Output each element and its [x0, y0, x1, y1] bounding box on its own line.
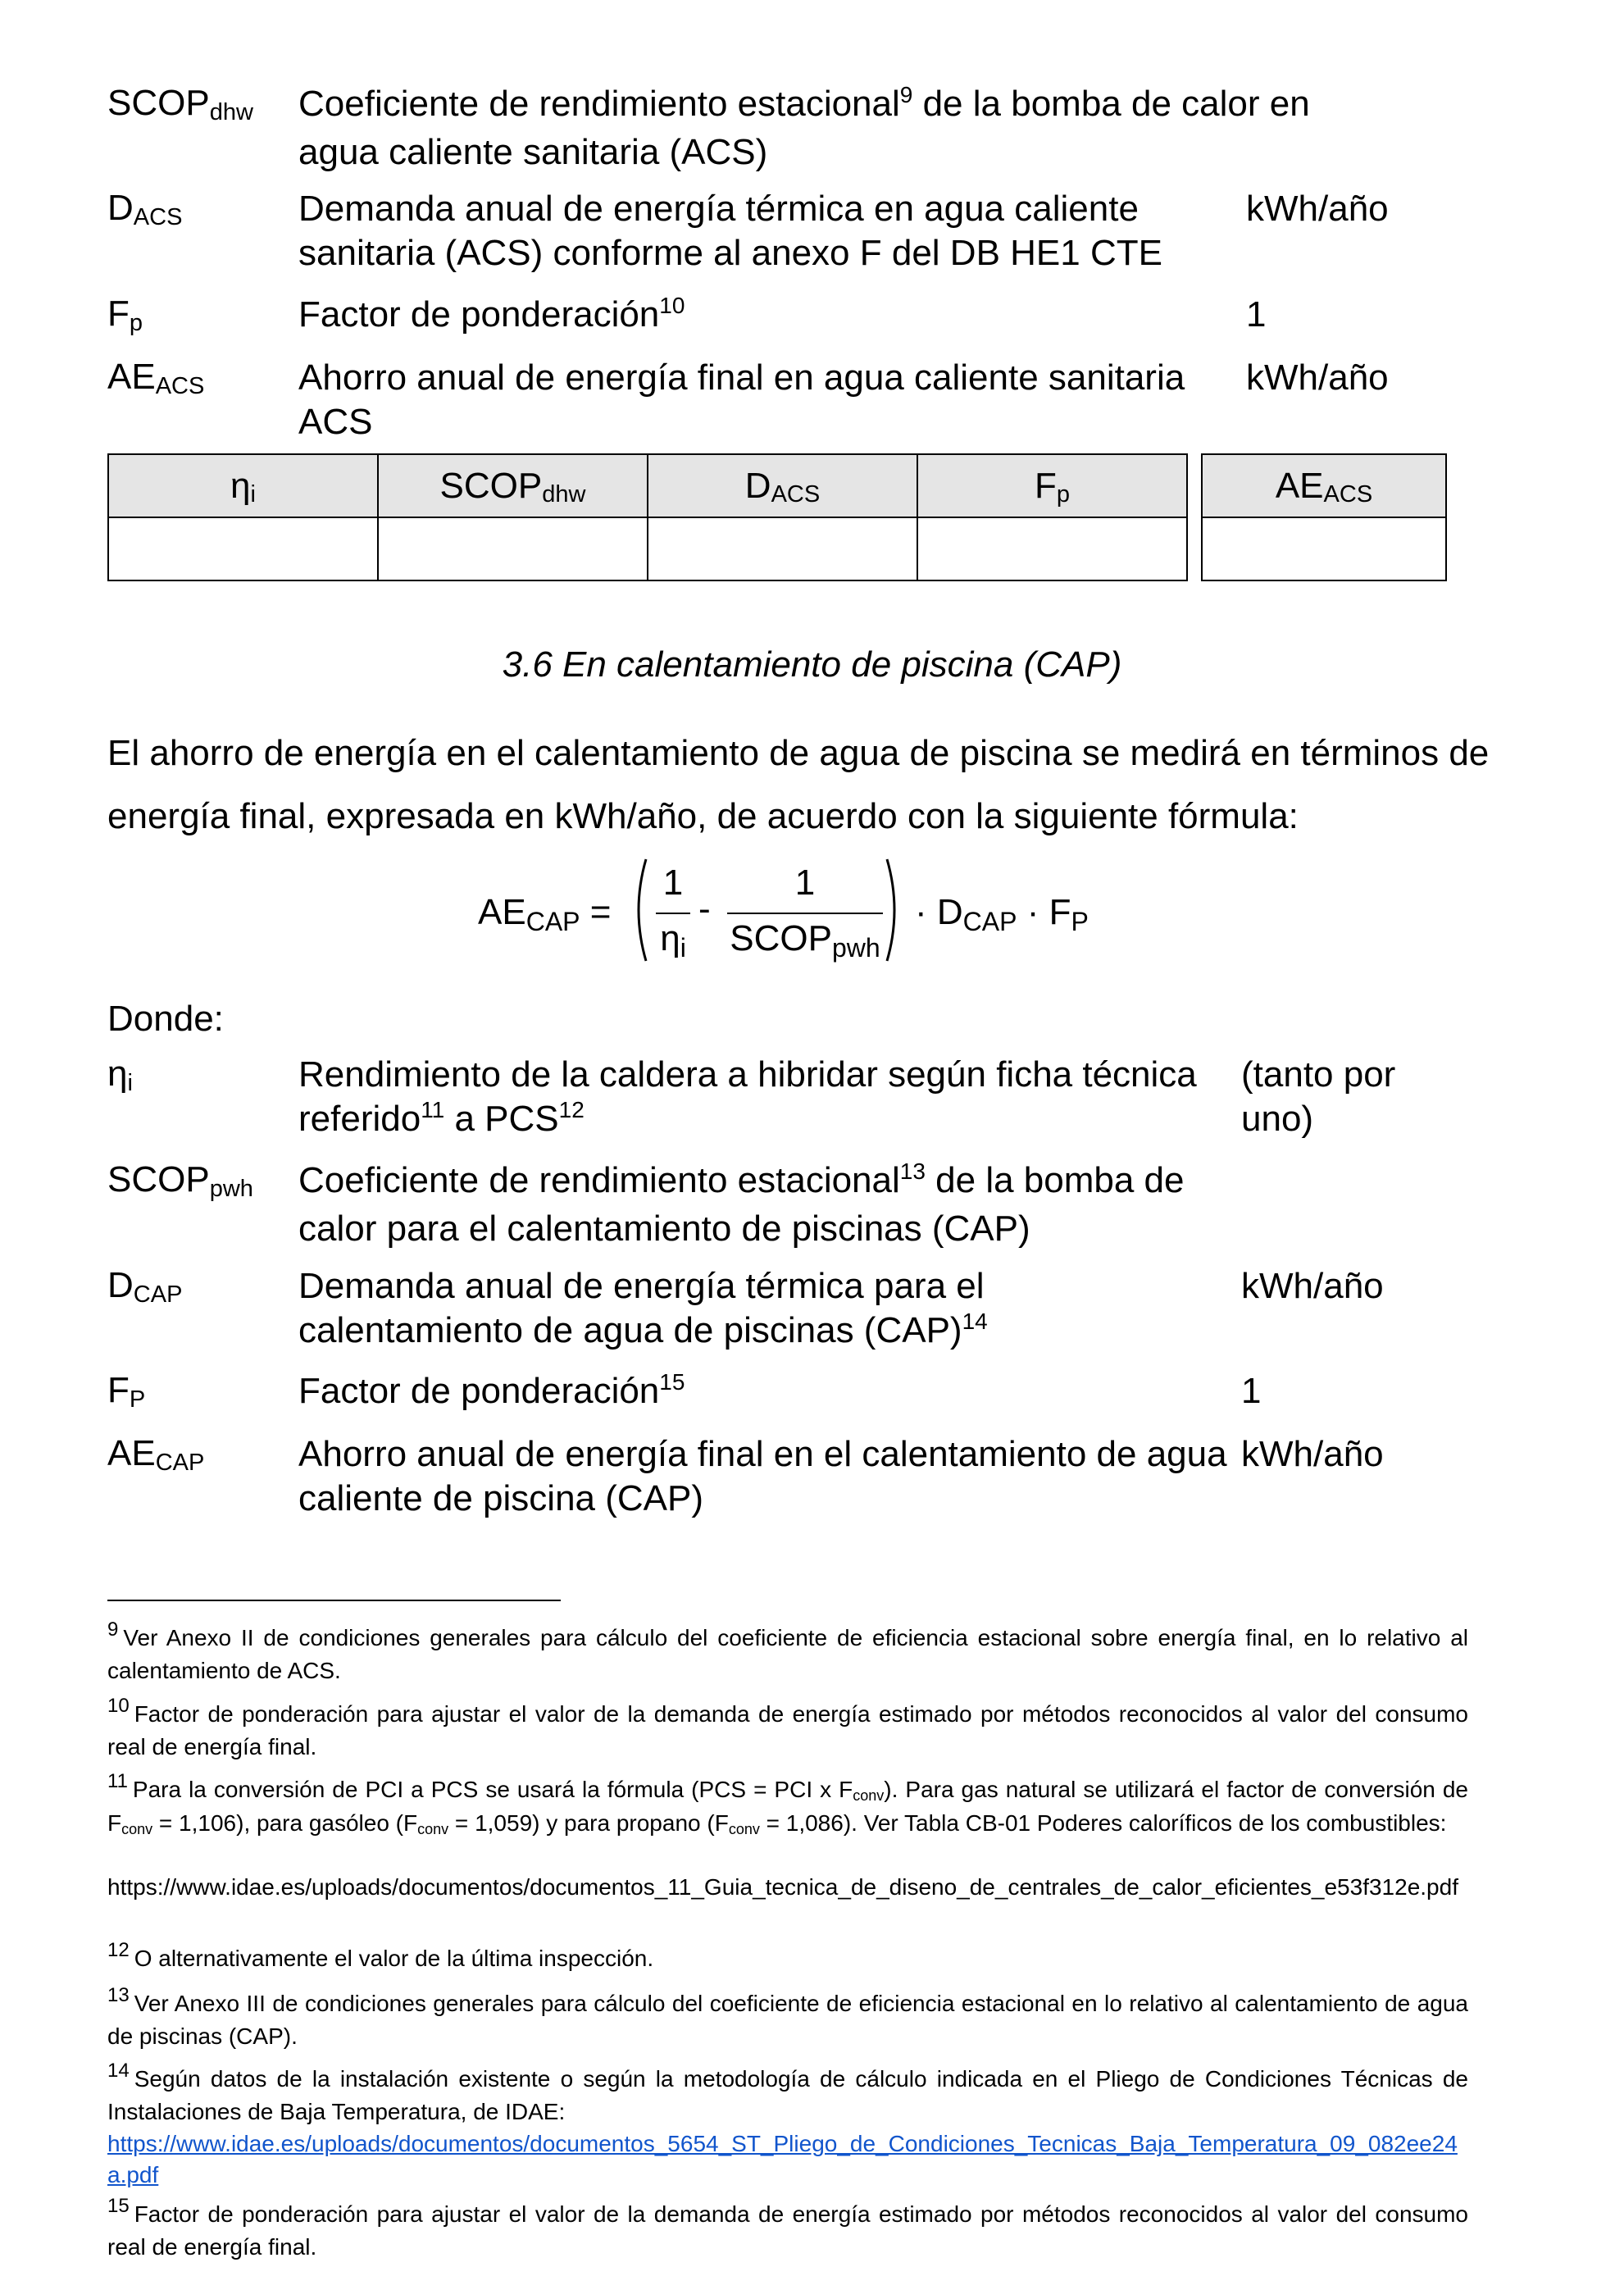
desc-part: de la bomba de calor en agua caliente sanitaria (ACS) — [298, 84, 1310, 172]
table-header-cell — [648, 454, 917, 517]
footnote-number: 15 — [107, 2195, 130, 2217]
table-row — [1202, 517, 1446, 580]
footnote-14 — [107, 2060, 1468, 2128]
footnote-text: Ver Anexo II de condiciones generales para cálculo del coeficiente de eficiencia estacional sobre energía final, en lo relativo al calentamiento de ACS. — [107, 1625, 1468, 1683]
result-table — [1201, 453, 1447, 581]
footnote-number: 9 — [107, 1618, 119, 1641]
fraction2-denominator — [727, 918, 883, 963]
table-row — [108, 517, 1187, 580]
left-paren-icon — [630, 858, 649, 963]
footnote-11 — [107, 1770, 1469, 1841]
footnote-ref: 13 — [899, 1158, 926, 1184]
table-cell — [378, 517, 648, 580]
unit: kWh/año — [1241, 1266, 1384, 1306]
symbol-sub: ACS — [1323, 480, 1373, 508]
footnote-sub: conv — [853, 1787, 885, 1804]
symbol-main: AE — [107, 1433, 156, 1473]
footnote-text: Ver Anexo III de condiciones generales para cálculo del coeficiente de eficiencia estacional en lo relativo al calentamiento de agua de piscinas (CAP). — [107, 1991, 1468, 2049]
definition-text: Ahorro anual de energía final en el calentamiento de agua caliente de piscina (CAP) — [298, 1434, 1227, 1518]
symbol — [107, 1264, 182, 1311]
table-cell — [648, 517, 917, 580]
desc-part: Factor de ponderación — [298, 1371, 660, 1411]
formula-lhs-sub: CAP — [525, 907, 580, 936]
symbol-sub: dhw — [542, 480, 586, 508]
symbol-main: D — [107, 1265, 134, 1305]
symbol — [107, 1053, 133, 1099]
symbol-sub: p — [129, 310, 143, 336]
section-heading: 3.6 En calentamiento de piscina (CAP) — [502, 644, 1122, 685]
footnote-9 — [107, 1618, 1468, 1687]
symbol — [107, 356, 204, 403]
symbol-sub: ACS — [155, 373, 205, 399]
symbol — [107, 1432, 204, 1479]
formula-d: D — [936, 892, 963, 932]
symbol-main: F — [107, 294, 130, 334]
right-paren-icon — [884, 858, 903, 963]
formula-dot: · — [1026, 892, 1039, 932]
symbol-main: SCOP — [439, 465, 543, 506]
table-header-cell — [108, 454, 378, 517]
symbol-main: AE — [1275, 465, 1324, 506]
unit: (tanto por uno) — [1241, 1054, 1396, 1139]
unit: kWh/año — [1246, 357, 1389, 398]
formula-minus: - — [698, 889, 711, 929]
fraction1-bar — [656, 913, 690, 914]
den-main: η — [660, 918, 680, 958]
desc-part: Rendimiento de la caldera a hibridar según ficha técnica referido — [298, 1054, 1197, 1139]
fraction1-numerator: 1 — [662, 863, 684, 903]
table-header-row — [108, 454, 1187, 517]
formula-d-sub: CAP — [962, 907, 1017, 936]
unit: 1 — [1241, 1371, 1262, 1411]
footnote-text: = 1,086). Ver Tabla CB-01 Poderes caloríficos de los combustibles: — [759, 1810, 1447, 1836]
variables-table — [107, 453, 1188, 581]
definition-text — [298, 82, 1381, 175]
symbol — [107, 187, 182, 234]
symbol-sub: P — [129, 1386, 146, 1413]
footnote-number: 12 — [107, 1939, 130, 1961]
definition-text — [298, 1053, 1249, 1145]
desc-part: de la bomba de calor para el calentamiento de piscinas (CAP) — [298, 1160, 1185, 1249]
desc-part: Factor de ponderación — [298, 294, 660, 335]
formula-f-sub: P — [1071, 907, 1089, 936]
unit: kWh/año — [1246, 189, 1389, 229]
symbol-main: η — [230, 465, 251, 506]
footnote-ref: 10 — [659, 293, 685, 318]
footnote-text: Para la conversión de PCI a PCS se usará la fórmula (PCS = PCI x F — [132, 1777, 853, 1802]
symbol-main: F — [1034, 465, 1057, 506]
symbol-sub: CAP — [155, 1450, 205, 1476]
formula-equals: = — [589, 892, 612, 932]
symbol — [107, 293, 143, 339]
table-header-row — [1202, 454, 1446, 517]
formula-lhs — [478, 892, 612, 936]
desc-part: Coeficiente de rendimiento estacional — [298, 84, 900, 124]
definition-text: Ahorro anual de energía final en agua caliente sanitaria ACS — [298, 357, 1185, 442]
symbol-main: F — [107, 1370, 130, 1410]
footnote-number: 11 — [107, 1770, 128, 1792]
footnote-ref: 9 — [899, 82, 913, 107]
footnote-text: = 1,106), para gasóleo (F — [152, 1810, 418, 1836]
symbol-sub: ACS — [133, 204, 183, 230]
desc-part: Coeficiente de rendimiento estacional — [298, 1160, 900, 1200]
fraction1-denominator — [656, 918, 690, 963]
footnote-12 — [107, 1939, 1468, 1976]
symbol — [107, 1369, 145, 1416]
footnote-13 — [107, 1984, 1468, 2052]
definition-text — [298, 293, 1348, 341]
table-cell — [1202, 517, 1446, 580]
definition-text — [298, 1264, 1085, 1357]
table-header-cell — [917, 454, 1187, 517]
symbol-sub: ACS — [771, 480, 821, 508]
definition-text: Demanda anual de energía térmica en agua caliente sanitaria (ACS) conforme al anexo F del DB HE1 CTE — [298, 189, 1162, 273]
footnote-text: Factor de ponderación para ajustar el valor de la demanda de energía estimado por métodos reconocidos al valor del consumo real de energía final. — [107, 2201, 1468, 2260]
symbol-main: D — [744, 465, 771, 506]
desc-part: a PCS — [444, 1099, 559, 1139]
symbol-sub: i — [127, 1070, 133, 1096]
footnote-10 — [107, 1695, 1468, 1763]
symbol-sub: dhw — [209, 99, 253, 125]
donde-label: Donde: — [107, 999, 224, 1039]
symbol-sub: CAP — [133, 1281, 183, 1308]
footnote-number: 14 — [107, 2060, 130, 2082]
fraction2-numerator: 1 — [794, 863, 816, 903]
table-header-cell — [1202, 454, 1446, 517]
footnote-11-url: https://www.idae.es/uploads/documentos/documentos_11_Guia_tecnica_de_diseno_de_centrales_de_calor_eficientes_e53f312e.pdf — [107, 1874, 1458, 1900]
fraction2-bar — [727, 913, 883, 914]
footnote-text: Según datos de la instalación existente o según la metodología de cálculo indicada en el Pliego de Condiciones Técnicas de Instalaciones de Baja Temperatura, de IDAE: — [107, 2066, 1468, 2124]
symbol — [107, 1158, 253, 1205]
footnote-14-link[interactable]: https://www.idae.es/uploads/documentos/documentos_5654_ST_Pliego_de_Condiciones_Tecnicas_Baja_Temperatura_09_082ee24a.pdf — [107, 2131, 1458, 2187]
table-cell — [108, 517, 378, 580]
footnote-text: O alternativamente el valor de la última inspección. — [134, 1946, 654, 1971]
footnote-ref: 11 — [421, 1097, 445, 1122]
symbol-main: SCOP — [107, 1159, 210, 1199]
footnote-text: Factor de ponderación para ajustar el valor de la demanda de energía estimado por métodos reconocidos al valor del consumo real de energía final. — [107, 1701, 1468, 1759]
den-main: SCOP — [730, 918, 832, 958]
footnote-sub: conv — [417, 1821, 449, 1837]
desc-part: Demanda anual de energía térmica para el calentamiento de agua de piscinas (CAP) — [298, 1266, 985, 1350]
footnote-separator — [107, 1600, 561, 1601]
footnote-number: 13 — [107, 1984, 130, 2006]
symbol-sub: pwh — [209, 1176, 253, 1202]
den-sub: pwh — [832, 933, 880, 963]
formula-lhs-main: AE — [478, 892, 526, 932]
table-cell — [917, 517, 1187, 580]
footnote-number: 10 — [107, 1695, 130, 1717]
symbol — [107, 82, 253, 129]
symbol-main: SCOP — [107, 83, 210, 123]
symbol-main: η — [107, 1054, 128, 1094]
unit: kWh/año — [1241, 1434, 1384, 1474]
footnote-ref: 14 — [962, 1309, 988, 1334]
symbol-main: D — [107, 188, 134, 228]
symbol-sub: p — [1056, 480, 1071, 508]
table-header-cell — [378, 454, 648, 517]
formula — [0, 853, 1624, 967]
den-sub: i — [680, 933, 686, 963]
formula-dot: · — [915, 892, 927, 932]
footnote-ref: 12 — [558, 1097, 585, 1122]
footnote-text: = 1,059) y para propano (F — [448, 1810, 729, 1836]
footnote-15 — [107, 2195, 1468, 2263]
footnote-sub: conv — [728, 1821, 760, 1837]
intro-paragraph: El ahorro de energía en el calentamiento de agua de piscina se medirá en términos de energía final, expresada en kWh/año, de acuerdo con la siguiente fórmula: — [107, 733, 1490, 836]
definition-text — [298, 1158, 1241, 1251]
unit: 1 — [1246, 294, 1267, 335]
footnote-ref: 15 — [659, 1369, 685, 1395]
formula-f: F — [1049, 892, 1071, 932]
definition-text — [298, 1369, 1348, 1418]
symbol-sub: i — [250, 480, 256, 508]
symbol-main: AE — [107, 357, 156, 397]
formula-rhs — [915, 892, 1089, 936]
footnote-text: ). Para gas natural se utilizará el factor de conversión de F — [107, 1777, 1469, 1836]
footnote-sub: conv — [121, 1821, 153, 1837]
